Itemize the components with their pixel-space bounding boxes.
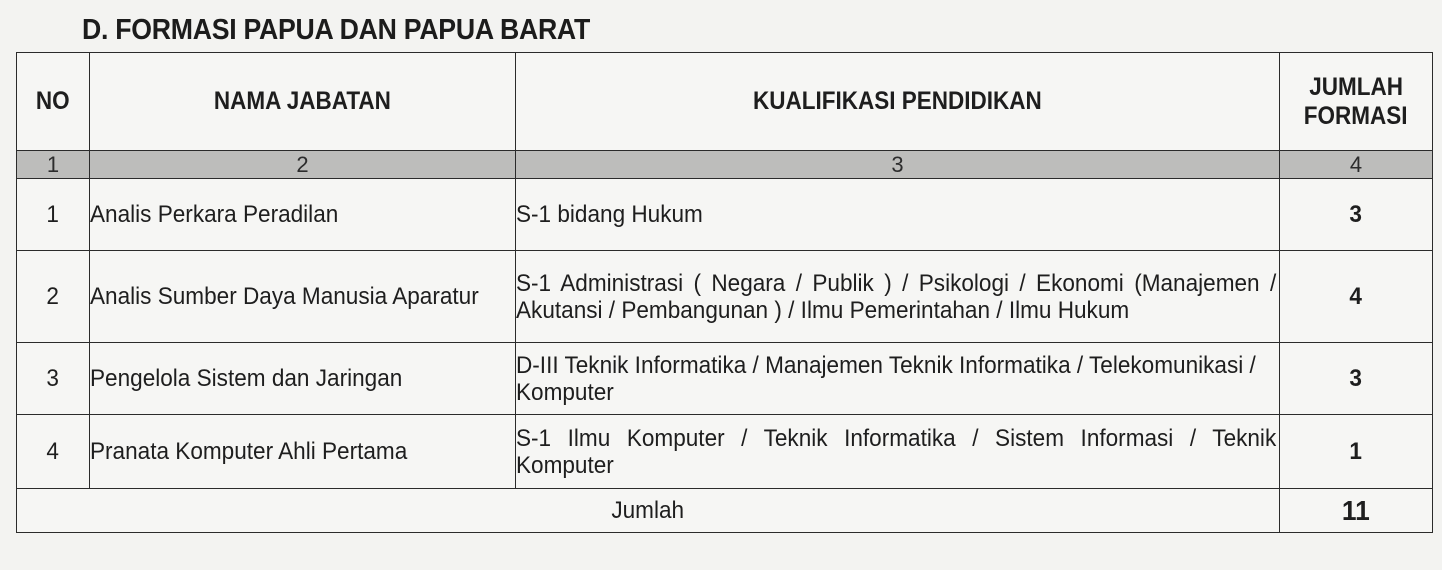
row-kualifikasi: D-III Teknik Informatika / Manajemen Teknik Informatika / Telekomunikasi / Komputer <box>516 343 1280 415</box>
column-index-cell: 4 <box>1280 151 1433 179</box>
total-label: Jumlah <box>17 489 1280 533</box>
table-header-row <box>17 53 1433 151</box>
row-nama-jabatan: Analis Sumber Daya Manusia Aparatur <box>90 251 516 343</box>
header-no: NO <box>17 53 90 151</box>
row-kualifikasi: S-1 bidang Hukum <box>516 179 1280 251</box>
row-jumlah: 4 <box>1280 251 1433 343</box>
row-jumlah: 3 <box>1280 179 1433 251</box>
row-nama-jabatan: Analis Perkara Peradilan <box>90 179 516 251</box>
total-value: 11 <box>1280 489 1433 533</box>
row-jumlah: 3 <box>1280 343 1433 415</box>
row-no: 3 <box>17 343 90 415</box>
header-kualifikasi-pendidikan: KUALIFIKASI PENDIDIKAN <box>516 53 1280 151</box>
row-kualifikasi: S-1 Administrasi ( Negara / Publik ) / Psikologi / Ekonomi (Manajemen / Akutansi / Pembangunan ) / Ilmu Pemerintahan / Ilmu Hukum <box>516 251 1280 343</box>
column-index-cell: 3 <box>516 151 1280 179</box>
row-no: 4 <box>17 415 90 489</box>
column-index-row <box>17 151 1433 179</box>
row-nama-jabatan: Pranata Komputer Ahli Pertama <box>90 415 516 489</box>
header-jumlah-formasi: JUMLAH FORMASI <box>1280 53 1433 151</box>
page-title: D. FORMASI PAPUA DAN PAPUA BARAT <box>82 14 590 46</box>
table-row <box>17 415 1433 489</box>
row-nama-jabatan: Pengelola Sistem dan Jaringan <box>90 343 516 415</box>
row-jumlah: 1 <box>1280 415 1433 489</box>
total-row <box>17 489 1433 533</box>
row-no: 1 <box>17 179 90 251</box>
row-kualifikasi: S-1 Ilmu Komputer / Teknik Informatika / Sistem Informasi / Teknik Komputer <box>516 415 1280 489</box>
formasi-table <box>16 52 1433 533</box>
table-row <box>17 251 1433 343</box>
column-index-cell: 1 <box>17 151 90 179</box>
table-row <box>17 179 1433 251</box>
row-no: 2 <box>17 251 90 343</box>
table-row <box>17 343 1433 415</box>
header-nama-jabatan: NAMA JABATAN <box>90 53 516 151</box>
column-index-cell: 2 <box>90 151 516 179</box>
